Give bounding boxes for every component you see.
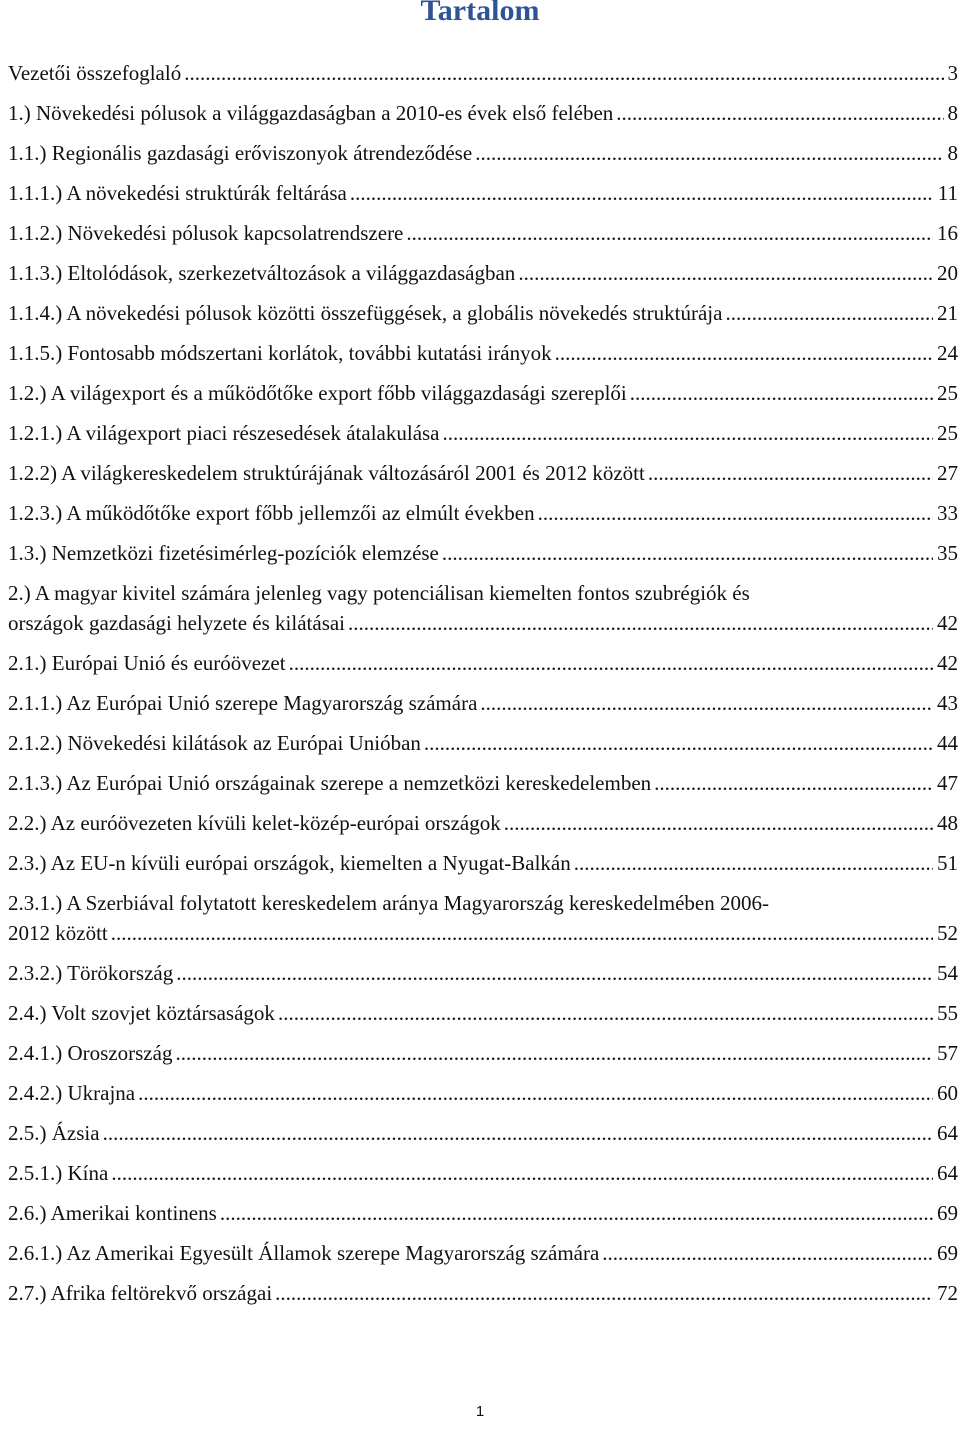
toc-entry[interactable]: [8, 1278, 958, 1308]
dot-leader: [111, 1158, 933, 1188]
dot-leader: [289, 648, 933, 678]
toc-entry-page: 52: [937, 921, 958, 945]
toc-entry-title: 1.2.2) A világkereskedelem struktúrájának változásáról 2001 és 2012 között: [8, 461, 645, 485]
toc-entry-page: 20: [937, 261, 958, 285]
toc-entry[interactable]: [8, 1118, 958, 1148]
toc-entry-title: 1.) Növekedési pólusok a világgazdaságban a 2010-es évek első felében: [8, 101, 614, 125]
toc-entry-page: 16: [937, 221, 958, 245]
toc-entry[interactable]: [8, 808, 958, 838]
toc-entry-page: 69: [937, 1241, 958, 1265]
dot-leader: [348, 608, 933, 638]
toc-entry-page: 42: [937, 651, 958, 675]
toc-entry-title: 2.1.3.) Az Európai Unió országainak szerepe a nemzetközi kereskedelemben: [8, 771, 652, 795]
toc-entry[interactable]: [8, 1238, 958, 1268]
toc-entry[interactable]: [8, 1038, 958, 1068]
dot-leader: [616, 98, 943, 128]
dot-leader: [442, 538, 933, 568]
dot-leader: [518, 258, 933, 288]
toc-entry[interactable]: [8, 888, 958, 948]
dot-leader: [138, 1078, 933, 1108]
toc-entry[interactable]: [8, 688, 958, 718]
toc-entry[interactable]: [8, 1198, 958, 1228]
dot-leader: [275, 1278, 933, 1308]
toc-entry-title: 2.2.) Az euróövezeten kívüli kelet-közép-európai országok: [8, 811, 501, 835]
dot-leader: [184, 58, 943, 88]
dot-leader: [574, 848, 933, 878]
toc-entry-title: 2.4.2.) Ukrajna: [8, 1081, 136, 1105]
toc-entry-page: 21: [937, 301, 958, 325]
toc-entry[interactable]: [8, 338, 958, 368]
toc-entry[interactable]: [8, 258, 958, 288]
toc-entry[interactable]: [8, 958, 958, 988]
dot-leader: [504, 808, 933, 838]
toc-entry-page: 24: [937, 341, 958, 365]
toc-entry[interactable]: [8, 498, 958, 528]
toc-entry-page: 43: [937, 691, 958, 715]
dot-leader: [602, 1238, 933, 1268]
toc-entry-title: 2.1.2.) Növekedési kilátások az Európai Unióban: [8, 731, 421, 755]
toc-entry-page: 8: [947, 101, 958, 125]
toc-entry-title: 2.4.) Volt szovjet köztársaságok: [8, 1001, 275, 1025]
toc-entry-page: 64: [937, 1121, 958, 1145]
toc-entry[interactable]: [8, 998, 958, 1028]
toc-entry-page: 42: [937, 611, 958, 635]
toc-entry-title: Vezetői összefoglaló: [8, 61, 182, 85]
toc-entry-title-line: 2.) A magyar kivitel számára jelenleg vagy potenciálisan kiemelten fontos szubrégiók és: [8, 581, 750, 605]
toc-entry-page: 8: [947, 141, 958, 165]
dot-leader: [278, 998, 933, 1028]
toc-entry-title: 2.1.1.) Az Európai Unió szerepe Magyarország számára: [8, 691, 478, 715]
toc-entry-page: 11: [937, 181, 958, 205]
dot-leader: [406, 218, 933, 248]
toc-entry-page: 48: [937, 811, 958, 835]
toc-entry-page: 55: [937, 1001, 958, 1025]
toc-entry-page: 27: [937, 461, 958, 485]
toc-entry-title: 2.7.) Afrika feltörekvő országai: [8, 1281, 273, 1305]
toc-entry-page: 35: [937, 541, 958, 565]
toc-entry[interactable]: [8, 578, 958, 638]
dot-leader: [424, 728, 933, 758]
toc-entry[interactable]: [8, 1078, 958, 1108]
toc-entry[interactable]: [8, 178, 958, 208]
toc-entry[interactable]: [8, 768, 958, 798]
toc-entry[interactable]: [8, 538, 958, 568]
toc-entry-title: országok gazdasági helyzete és kilátásai: [8, 611, 346, 635]
toc-entry-title: 2.4.1.) Oroszország: [8, 1041, 173, 1065]
dot-leader: [350, 178, 934, 208]
toc-entry[interactable]: [8, 458, 958, 488]
toc-entry[interactable]: [8, 218, 958, 248]
dot-leader: [220, 1198, 933, 1228]
toc-entry[interactable]: [8, 648, 958, 678]
toc-entry-title: 2.3.2.) Törökország: [8, 961, 174, 985]
dot-leader: [176, 958, 933, 988]
toc-entry[interactable]: [8, 98, 958, 128]
toc-entry-title-line: 2.3.1.) A Szerbiával folytatott kereskedelem aránya Magyarország kereskedelmében 2006-: [8, 891, 769, 915]
toc-entry-title: 1.1.4.) A növekedési pólusok közötti összefüggések, a globális növekedés struktúrája: [8, 301, 723, 325]
page-title: Tartalom: [420, 0, 540, 27]
toc-entry[interactable]: [8, 848, 958, 878]
toc-entry-page: 72: [937, 1281, 958, 1305]
toc-entry-title: 1.1.3.) Eltolódások, szerkezetváltozások a világgazdaságban: [8, 261, 516, 285]
toc-entry-page: 69: [937, 1201, 958, 1225]
toc-entry-title: 2.6.) Amerikai kontinens: [8, 1201, 217, 1225]
toc-entry[interactable]: [8, 418, 958, 448]
table-of-contents: [8, 58, 958, 1308]
toc-entry-title: 1.1.5.) Fontosabb módszertani korlátok, további kutatási irányok: [8, 341, 552, 365]
dot-leader: [111, 918, 933, 948]
dot-leader: [475, 138, 943, 168]
toc-entry[interactable]: [8, 138, 958, 168]
page-number: 1: [475, 1403, 485, 1420]
dot-leader: [725, 298, 933, 328]
toc-entry-title: 2.3.) Az EU-n kívüli európai országok, kiemelten a Nyugat-Balkán: [8, 851, 571, 875]
dot-leader: [648, 458, 933, 488]
toc-entry-page: 3: [947, 61, 958, 85]
toc-entry-title: 1.1.2.) Növekedési pólusok kapcsolatrendszere: [8, 221, 404, 245]
toc-entry-title: 1.2.) A világexport és a működőtőke export főbb világgazdasági szereplői: [8, 381, 627, 405]
toc-entry-page: 54: [937, 961, 958, 985]
toc-entry-page: 51: [937, 851, 958, 875]
toc-entry-page: 64: [937, 1161, 958, 1185]
toc-entry-title: 2012 között: [8, 921, 108, 945]
toc-entry-title: 1.2.1.) A világexport piaci részesedések átalakulása: [8, 421, 440, 445]
dot-leader: [654, 768, 933, 798]
dot-leader: [443, 418, 933, 448]
toc-entry-title: 2.6.1.) Az Amerikai Egyesült Államok szerepe Magyarország számára: [8, 1241, 600, 1265]
dot-leader: [480, 688, 933, 718]
toc-entry-page: 25: [937, 381, 958, 405]
toc-entry[interactable]: [8, 58, 958, 88]
toc-entry-title: 2.5.1.) Kína: [8, 1161, 109, 1185]
toc-entry-page: 60: [937, 1081, 958, 1105]
toc-entry-title: 1.1.1.) A növekedési struktúrák feltárása: [8, 181, 347, 205]
toc-entry-page: 25: [937, 421, 958, 445]
toc-entry-page: 33: [937, 501, 958, 525]
dot-leader: [175, 1038, 933, 1068]
toc-entry[interactable]: [8, 728, 958, 758]
toc-entry-page: 47: [937, 771, 958, 795]
dot-leader: [555, 338, 933, 368]
toc-entry-title: 1.3.) Nemzetközi fizetésimérleg-pozíciók elemzése: [8, 541, 439, 565]
toc-entry-title: 2.5.) Ázsia: [8, 1121, 100, 1145]
toc-entry[interactable]: [8, 298, 958, 328]
toc-entry[interactable]: [8, 1158, 958, 1188]
toc-entry-title: 1.2.3.) A működőtőke export főbb jellemzői az elmúlt években: [8, 501, 535, 525]
toc-entry-title: 2.1.) Európai Unió és euróövezet: [8, 651, 286, 675]
dot-leader: [538, 498, 933, 528]
dot-leader: [630, 378, 933, 408]
toc-entry-page: 57: [937, 1041, 958, 1065]
dot-leader: [103, 1118, 933, 1148]
toc-entry-page: 44: [937, 731, 958, 755]
toc-entry[interactable]: [8, 378, 958, 408]
toc-entry-title: 1.1.) Regionális gazdasági erőviszonyok átrendeződése: [8, 141, 473, 165]
